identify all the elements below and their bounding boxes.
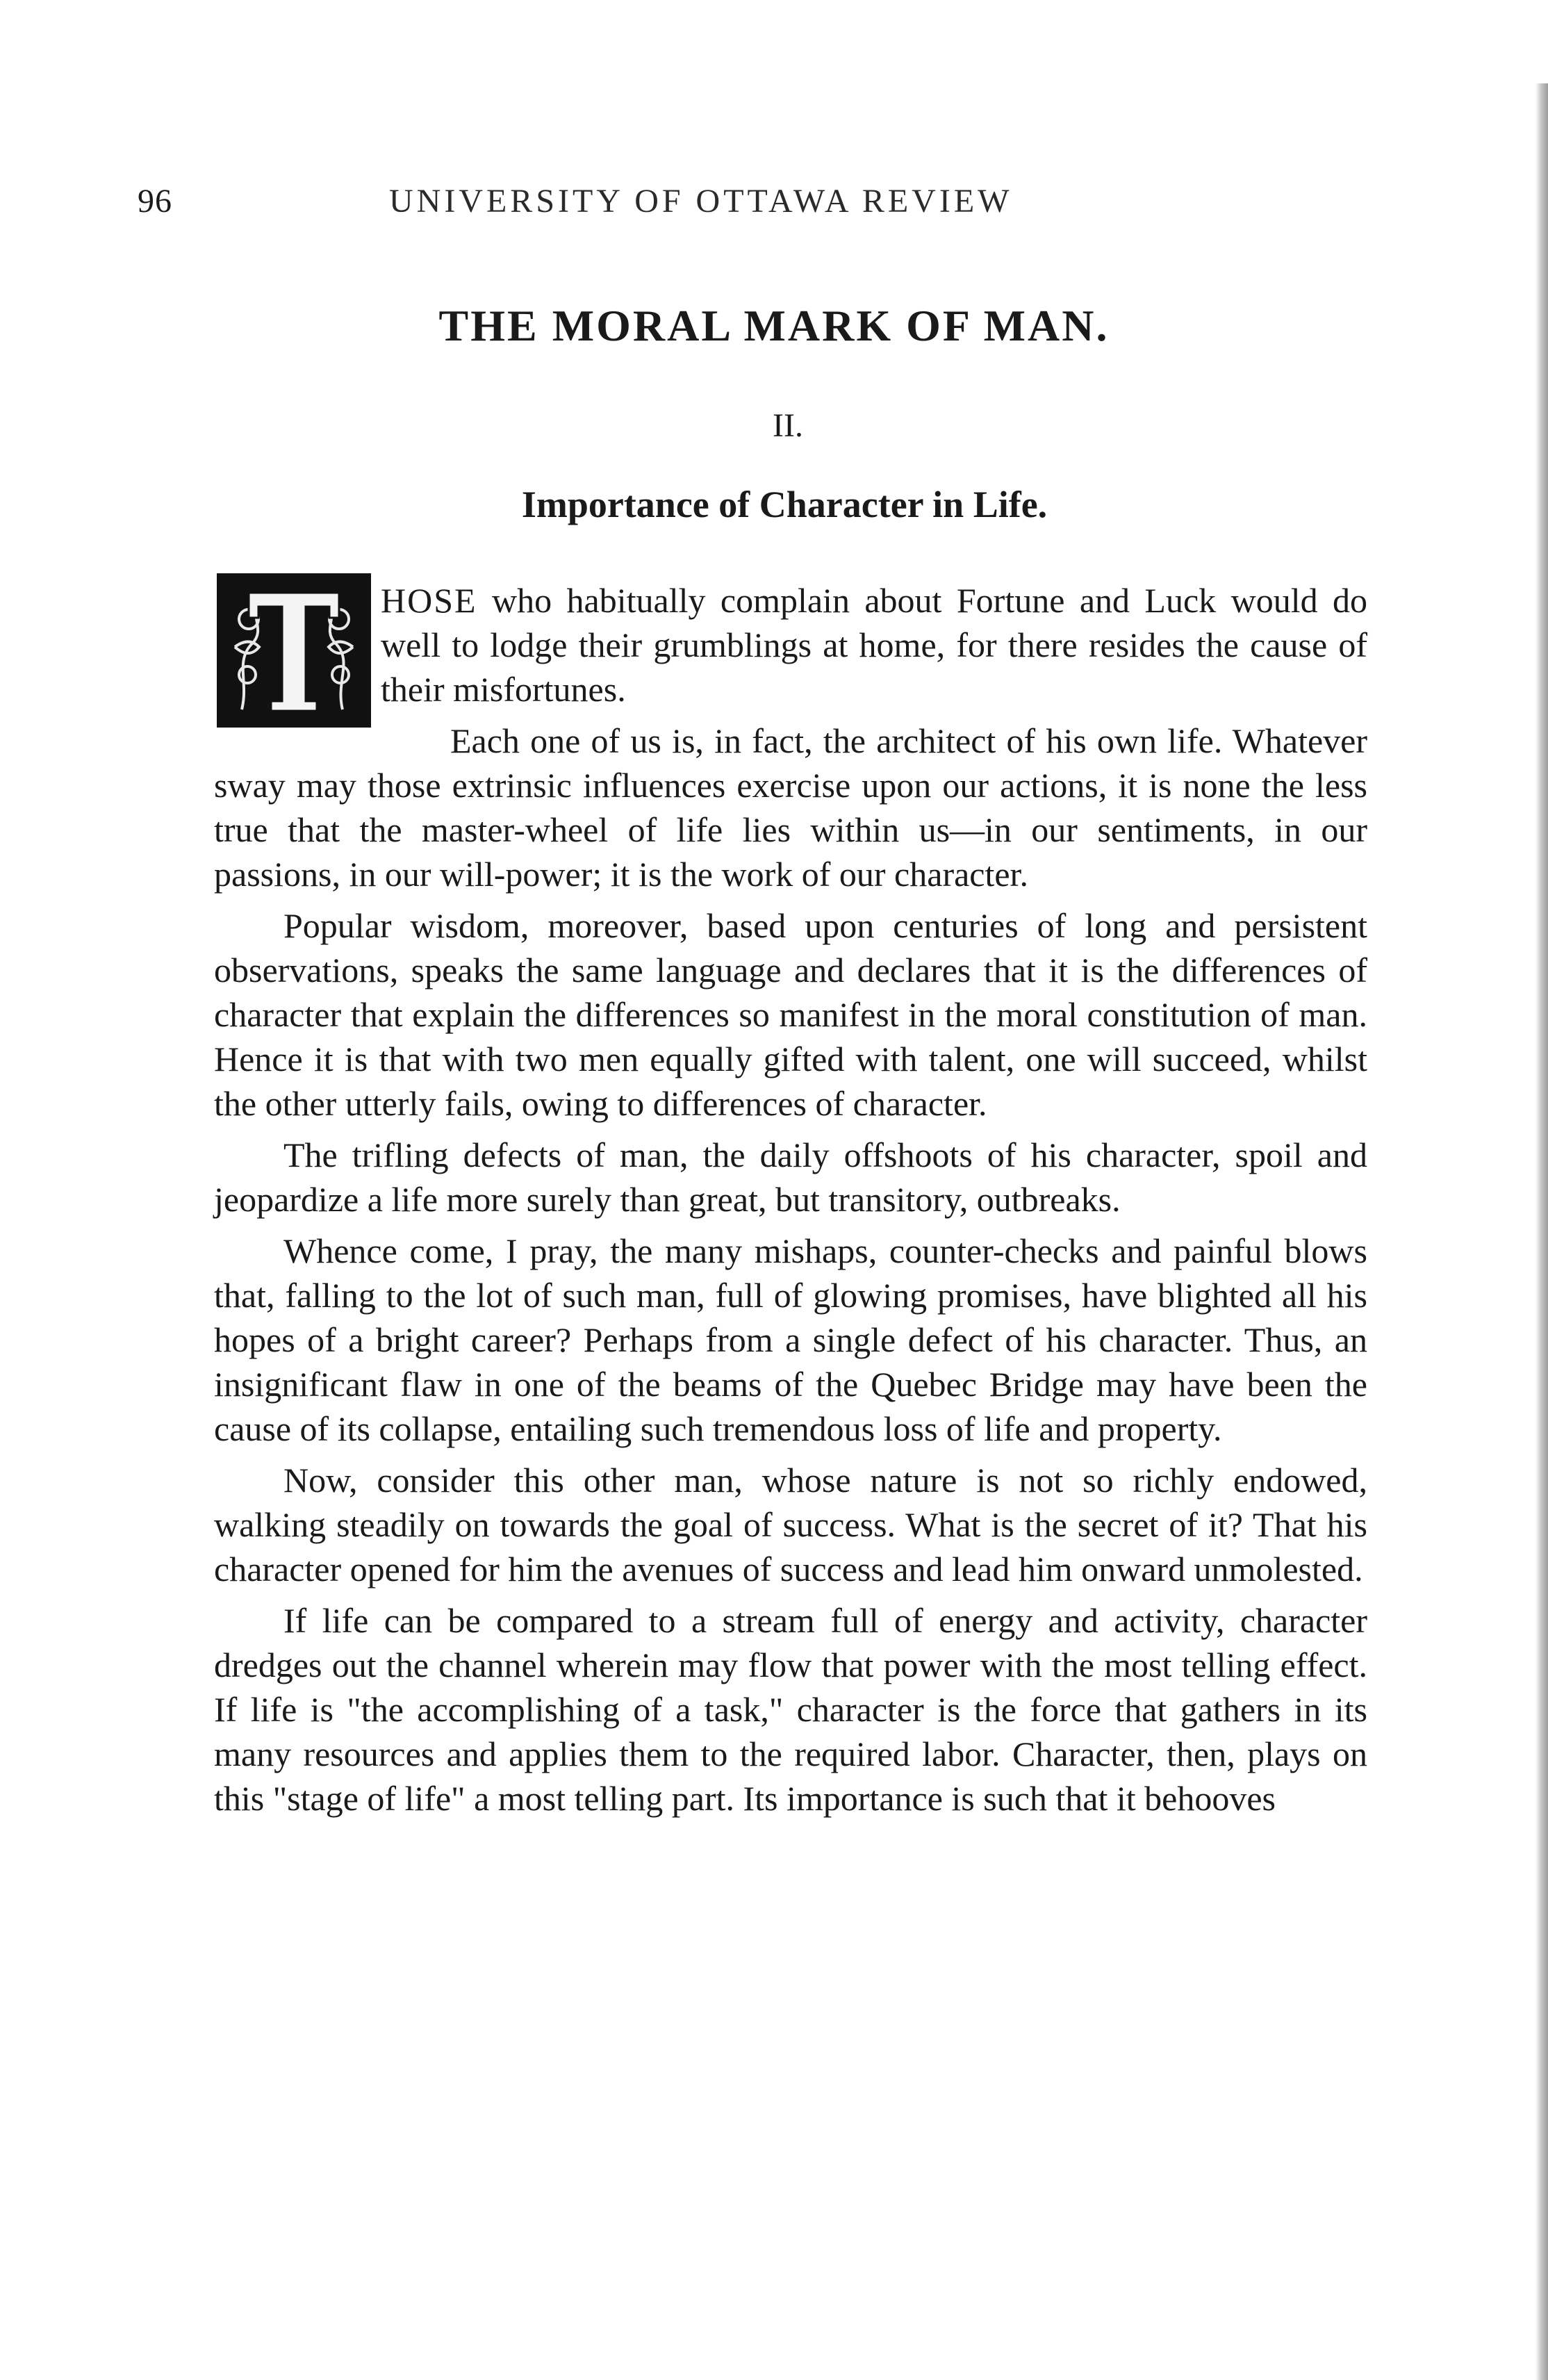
paragraph-2: Each one of us is, in fact, the architect of his own life. Whatever sway may those extrinsic influences exercise upon our actions, it is none the less true that the master-wheel of life lies within us—in our sentiments, in our passions, in our will-power; it is the work of our character. xyxy=(214,721,1367,894)
paragraph-1 xyxy=(214,578,1367,712)
paragraph-4: The trifling defects of man, the daily offshoots of his character, spoil and jeopardize a life more surely than great, but transitory, outbreaks. xyxy=(214,1135,1367,1219)
paragraph-1-text: who habitually complain about Fortune and Luck would do well to lodge their grumblings at home, for there resides the cause of their misfortunes. xyxy=(381,581,1367,709)
section-subtitle: Importance of Character in Life. xyxy=(521,484,1048,525)
article-body xyxy=(214,578,1367,1828)
paragraph-7: If life can be compared to a stream full of energy and activity, character dredges out the channel wherein may flow that power with the most telling effect. If life is "the accomplishing of a task," character is the force that gathers in its many resources and applies them to the required labor. Character, then, plays on this "stage of life" a most telling part. Its importance is such that it behooves xyxy=(214,1601,1367,1818)
opening-word: HOSE xyxy=(381,581,477,620)
page-edge-shadow xyxy=(1535,83,1548,2380)
paragraph-6: Now, consider this other man, whose nature is not so richly endowed, walking steadily on towards the goal of success. What is the secret of it? That his character opened for him the avenues of success and lead him onward unmolested. xyxy=(214,1461,1367,1589)
dropcap-ornament-icon xyxy=(221,577,367,723)
running-head: UNIVERSITY OF OTTAWA REVIEW xyxy=(389,183,1013,220)
paragraph-3: Popular wisdom, moreover, based upon centuries of long and persistent observations, speaks the same language and declares that it is the differences of character that explain the differences so manifest in the moral constitution of man. Hence it is that with two men equally gifted with talent, one will succeed, whilst the other utterly fails, owing to differences of character. xyxy=(214,906,1367,1123)
paragraph-5: Whence come, I pray, the many mishaps, counter-checks and painful blows that, falling to the lot of such man, full of glowing promises, have blighted all his hopes of a bright career? Perhaps from a single defect of his character. Thus, an insignificant flaw in one of the beams of the Quebec Bridge may have been the cause of its collapse, entailing such tremendous loss of life and property. xyxy=(214,1231,1367,1448)
article-title: THE MORAL MARK OF MAN. xyxy=(438,301,1110,350)
page-number: 96 xyxy=(138,183,172,220)
ornamental-dropcap xyxy=(217,573,371,728)
part-number: II. xyxy=(773,407,803,444)
